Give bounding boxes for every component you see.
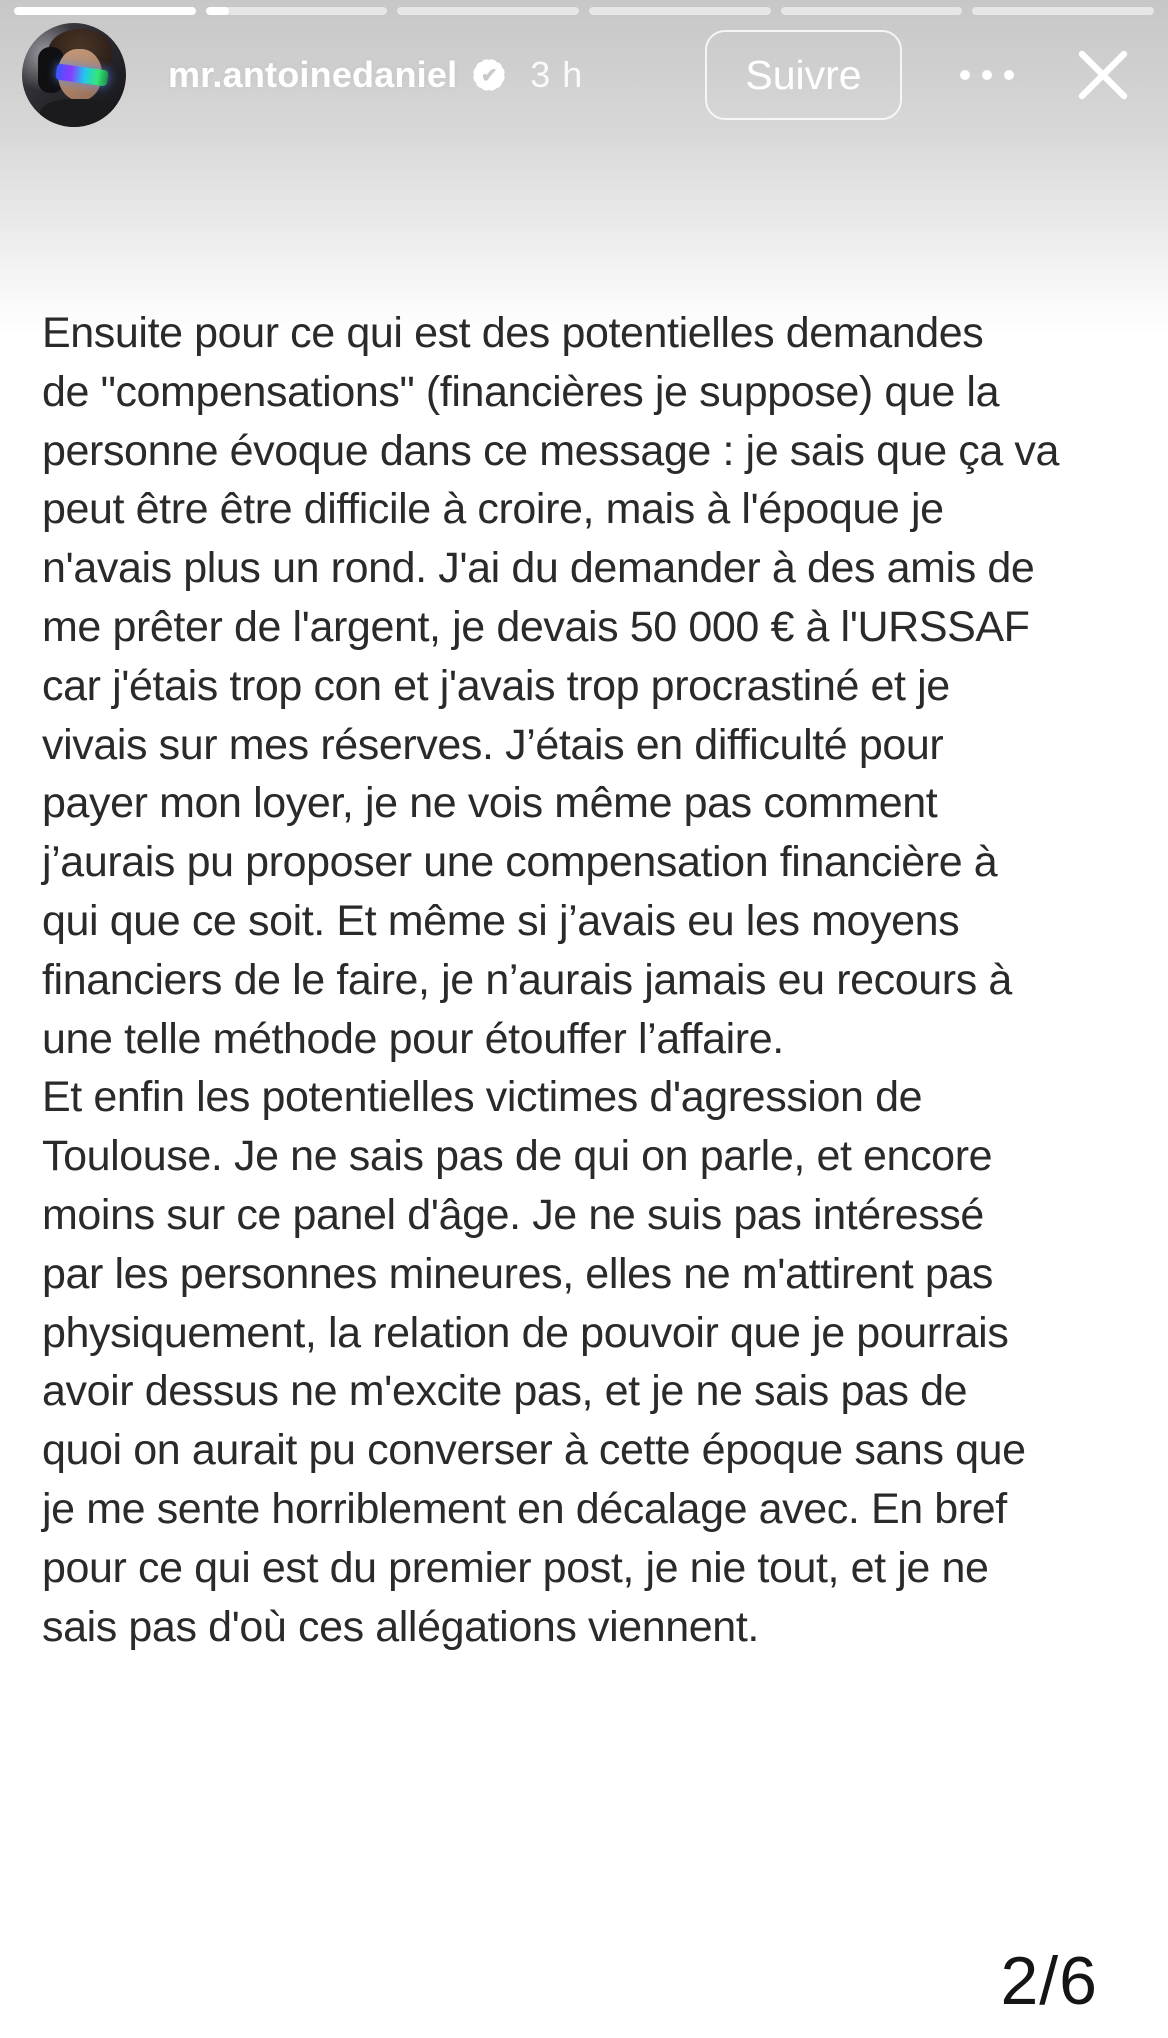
progress-segment-fill (206, 7, 230, 15)
story-text-line: avoir dessus ne m'excite pas, et je ne sais pas de (42, 1367, 968, 1416)
story-text-line: n'avais plus un rond. J'ai du demander à des amis de (42, 544, 1035, 593)
story-text-line: par les personnes mineures, elles ne m'attirent pas (42, 1249, 994, 1298)
username[interactable]: mr.antoinedaniel (168, 54, 458, 95)
close-button[interactable] (1072, 44, 1134, 106)
story-text-line: vivais sur mes réserves. J’étais en difficulté pour (42, 720, 944, 769)
story-header (0, 20, 1168, 130)
story-text-line: car j'étais trop con et j'avais trop procrastiné et je (42, 661, 950, 710)
dot-icon (1004, 70, 1014, 80)
progress-segment[interactable] (14, 7, 196, 15)
verified-badge-icon (472, 58, 506, 92)
story-text-line: une telle méthode pour étouffer l’affaire. (42, 1014, 784, 1063)
story-progress-bar[interactable] (14, 7, 1154, 15)
progress-segment[interactable] (397, 7, 579, 15)
progress-segment[interactable] (206, 7, 388, 15)
avatar-shirt-art (40, 99, 116, 127)
story-text-line: financiers de le faire, je n’aurais jamais eu recours à (42, 955, 1012, 1004)
dot-icon (982, 70, 992, 80)
story-text-line: Toulouse. Je ne sais pas de qui on parle, et encore (42, 1132, 993, 1181)
progress-segment[interactable] (781, 7, 963, 15)
more-options-button[interactable] (960, 55, 1014, 95)
story-text (42, 304, 1138, 1656)
user-info (168, 54, 583, 96)
story-text-line: de "compensations" (financières je suppose) que la (42, 367, 1000, 416)
progress-segment[interactable] (589, 7, 771, 15)
dot-icon (960, 70, 970, 80)
story-text-line: peut être être difficile à croire, mais à l'époque je (42, 485, 944, 534)
story-text-line: qui que ce soit. Et même si j’avais eu les moyens (42, 896, 960, 945)
story-text-line: Et enfin les potentielles victimes d'agression de (42, 1073, 923, 1122)
follow-button[interactable]: Suivre (705, 30, 902, 120)
story-text-line: payer mon loyer, je ne vois même pas comment (42, 779, 938, 828)
story-text-line: me prêter de l'argent, je devais 50 000 € à l'URSSAF (42, 602, 1030, 651)
story-text-line: sais pas d'où ces allégations viennent. (42, 1602, 759, 1651)
close-x-icon (1074, 46, 1132, 104)
story-text-line: je me sente horriblement en décalage avec. En bref (42, 1484, 1007, 1533)
avatar[interactable] (22, 23, 126, 127)
story-timestamp: 3 h (530, 54, 584, 95)
story-text-line: Ensuite pour ce qui est des potentielles demandes (42, 309, 984, 357)
story-text-line: personne évoque dans ce message : je sais que ça va (42, 426, 1060, 475)
badge-check-glyph: ✔ (480, 64, 498, 87)
story-text-line: j’aurais pu proposer une compensation financière à (42, 838, 998, 887)
progress-segment[interactable] (972, 7, 1154, 15)
story-text-line: moins sur ce panel d'âge. Je ne suis pas intéressé (42, 1190, 984, 1239)
story-text-line: pour ce qui est du premier post, je nie tout, et je ne (42, 1543, 989, 1592)
story-text-line: physiquement, la relation de pouvoir que je pourrais (42, 1308, 1009, 1357)
progress-segment-fill (14, 7, 196, 15)
story-text-line: quoi on aurait pu converser à cette époque sans que (42, 1426, 1026, 1475)
page-indicator: 2/6 (1000, 1943, 1098, 2019)
